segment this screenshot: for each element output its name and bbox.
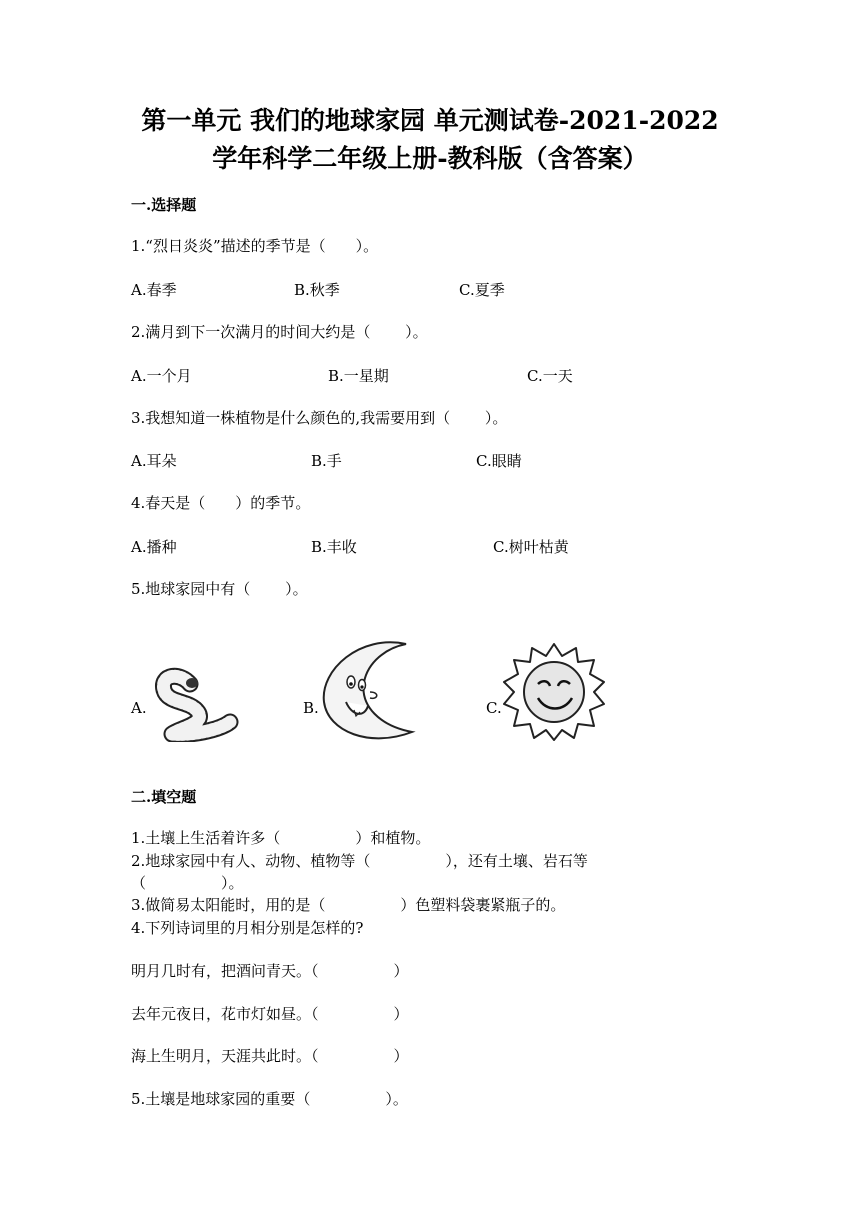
q3-option-b: B.手 — [311, 452, 342, 470]
q5-option-b: B. — [303, 699, 319, 717]
fill-question-4-poem-3: 海上生明月，天涯共此时。（ ） — [131, 1047, 409, 1065]
section-heading-choice: 一.选择题 — [131, 196, 197, 214]
q2-option-a: A.一个月 — [131, 367, 192, 385]
q3-option-a: A.耳朵 — [131, 452, 177, 470]
q1-option-a: A.春季 — [131, 281, 177, 299]
q5-option-c: C. — [486, 699, 502, 717]
page-title-line2: 学年科学二年级上册-教科版（含答案） — [212, 144, 648, 173]
question-5: 5.地球家园中有（ ）。 — [131, 580, 308, 598]
q1-option-b: B.秋季 — [294, 281, 340, 299]
question-4: 4.春天是（ ）的季节。 — [131, 494, 311, 512]
fill-question-5: 5.土壤是地球家园的重要（ ）。 — [131, 1090, 408, 1108]
fill-question-1: 1.土壤上生活着许多（ ）和植物。 — [131, 829, 431, 847]
q2-option-b: B.一星期 — [328, 367, 389, 385]
q5-option-a: A. — [131, 699, 147, 717]
moon-image — [320, 640, 420, 742]
fill-question-4: 4.下列诗词里的月相分别是怎样的? — [131, 919, 364, 937]
sun-image — [502, 642, 606, 742]
question-1: 1.“烈日炎炎”描述的季节是（ ）。 — [131, 237, 379, 255]
q4-option-b: B.丰收 — [311, 538, 357, 556]
page-title-line1: 第一单元 我们的地球家园 单元测试卷-2021-2022 — [141, 106, 719, 135]
q1-option-c: C.夏季 — [459, 281, 505, 299]
fill-question-4-poem-1: 明月几时有，把酒问青天。（ ） — [131, 962, 409, 980]
q4-option-a: A.播种 — [131, 538, 177, 556]
fill-question-3: 3.做简易太阳能时，用的是（ ）色塑料袋裹紧瓶子的。 — [131, 896, 566, 914]
q3-option-c: C.眼睛 — [476, 452, 522, 470]
question-2: 2.满月到下一次满月的时间大约是（ ）。 — [131, 323, 428, 341]
earthworm-image — [150, 664, 240, 742]
fill-question-4-poem-2: 去年元夜日，花市灯如昼。（ ） — [131, 1005, 409, 1023]
section-heading-fill: 二.填空题 — [131, 788, 197, 806]
q4-option-c: C.树叶枯黄 — [493, 538, 569, 556]
q2-option-c: C.一天 — [527, 367, 573, 385]
fill-question-2: 2.地球家园中有人、动物、植物等（ ），还有土壤、岩石等 — [131, 852, 588, 870]
fill-question-2-continued: （ ）。 — [131, 874, 244, 892]
question-3: 3.我想知道一株植物是什么颜色的,我需要用到（ ）。 — [131, 409, 508, 427]
